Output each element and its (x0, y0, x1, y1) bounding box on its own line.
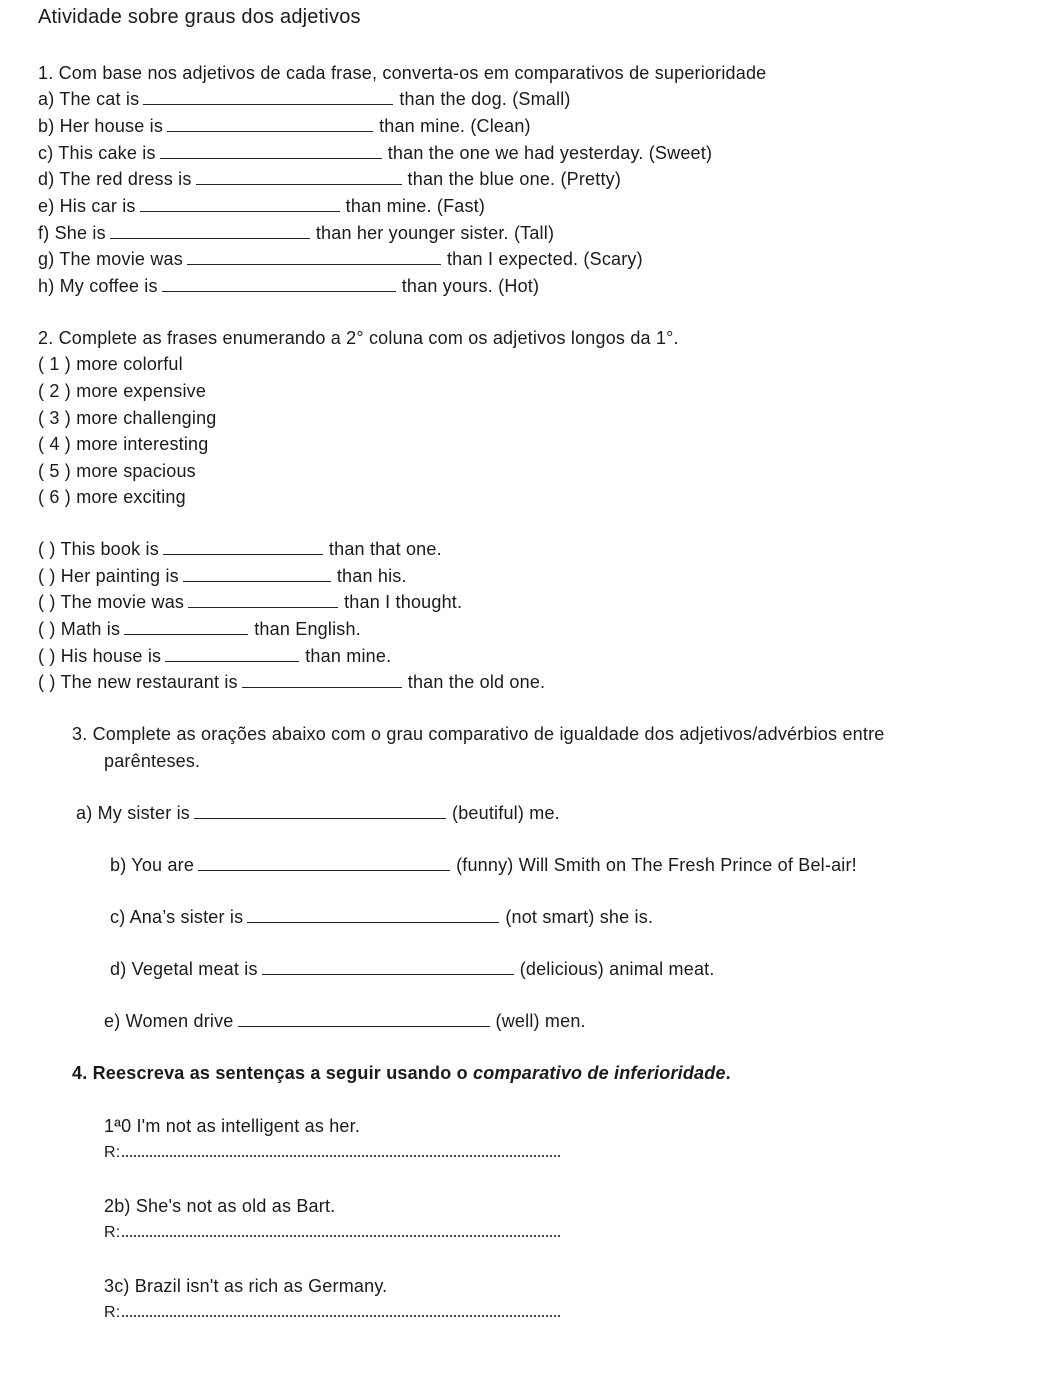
q1-item-a-post: than the dog. (Small) (399, 89, 571, 109)
q3-item-b-post: (funny) Will Smith on The Fresh Prince of Bel-air! (456, 855, 857, 875)
answer-label: R: (104, 1144, 121, 1161)
answer-blank[interactable] (162, 277, 396, 292)
q2-item-5 (38, 645, 391, 667)
answer-blank[interactable] (194, 804, 446, 819)
q1-item-e-pre: e) His car is (38, 196, 136, 216)
q2-option-3: ( 3 ) more challenging (38, 408, 217, 428)
answer-blank[interactable] (160, 144, 382, 159)
q3-item-b-pre: b) You are (110, 855, 195, 875)
q1-item-h-pre: h) My coffee is (38, 276, 158, 296)
q1-item-h (38, 275, 539, 297)
q3-item-e (104, 1010, 586, 1032)
answer-blank[interactable] (187, 250, 441, 265)
answer-blank[interactable] (163, 540, 323, 555)
q3-item-e-pre: e) Women drive (104, 1011, 234, 1031)
q4-answer-1 (104, 1142, 560, 1164)
q2-item-4 (38, 618, 361, 640)
answer-blank[interactable] (110, 224, 310, 239)
q2-item-1 (38, 538, 442, 560)
q2-item-5-post: than mine. (305, 646, 392, 666)
q4-sentence-1: 1ª0 I'm not as intelligent as her. (104, 1116, 361, 1136)
q1-item-e-post: than mine. (Fast) (345, 196, 486, 216)
q3-item-d-pre: d) Vegetal meat is (110, 959, 258, 979)
q3-item-a (76, 802, 560, 824)
q2-item-6-pre: ( ) The new restaurant is (38, 672, 238, 692)
q3-item-d-post: (delicious) animal meat. (519, 959, 715, 979)
q2-option-5: ( 5 ) more spacious (38, 461, 196, 481)
q3-item-e-post: (well) men. (495, 1011, 586, 1031)
answer-label: R: (104, 1304, 121, 1321)
q4-answer-2 (104, 1222, 560, 1244)
answer-blank[interactable] (247, 908, 499, 923)
q1-item-f-post: than her younger sister. (Tall) (315, 223, 555, 243)
q2-item-1-pre: ( ) This book is (38, 539, 159, 559)
answer-blank[interactable] (143, 90, 393, 105)
q2-heading: 2. Complete as frases enumerando a 2° coluna com os adjetivos longos da 1°. (38, 328, 679, 348)
q3-item-b (110, 854, 857, 876)
q1-item-d-pre: d) The red dress is (38, 169, 192, 189)
q1-item-f-pre: f) She is (38, 223, 106, 243)
answer-blank[interactable] (238, 1012, 490, 1027)
q1-item-g-pre: g) The movie was (38, 249, 183, 269)
q2-option-1: ( 1 ) more colorful (38, 354, 183, 374)
answer-blank[interactable] (188, 593, 338, 608)
q1-item-h-post: than yours. (Hot) (401, 276, 540, 296)
q3-item-c (110, 906, 653, 928)
answer-line[interactable] (122, 1303, 560, 1317)
q1-item-f (38, 222, 554, 244)
page-title: Atividade sobre graus dos adjetivos (38, 6, 361, 28)
q4-heading-text: 4. Reescreva as sentenças a seguir usando o (72, 1063, 473, 1083)
answer-blank[interactable] (140, 197, 340, 212)
q3-heading-cont: parênteses. (104, 751, 201, 771)
q1-item-a (38, 88, 571, 110)
q4-heading (72, 1062, 731, 1084)
q3-heading: 3. Complete as orações abaixo com o grau comparativo de igualdade dos adjetivos/advérbios entre (72, 724, 885, 744)
answer-label: R: (104, 1224, 121, 1241)
q3-item-c-post: (not smart) she is. (505, 907, 654, 927)
q1-item-b (38, 115, 531, 137)
q2-option-2: ( 2 ) more expensive (38, 381, 207, 401)
q1-item-g-post: than I expected. (Scary) (446, 249, 643, 269)
q2-item-2 (38, 565, 407, 587)
q2-item-3-post: than I thought. (344, 592, 463, 612)
q4-heading-emphasis: comparativo de inferioridade (473, 1063, 726, 1083)
q2-item-4-post: than English. (254, 619, 361, 639)
q3-item-a-post: (beutiful) me. (452, 803, 560, 823)
answer-blank[interactable] (124, 620, 248, 635)
q2-item-4-pre: ( ) Math is (38, 619, 121, 639)
q2-item-2-pre: ( ) Her painting is (38, 566, 179, 586)
q1-item-d-post: than the blue one. (Pretty) (407, 169, 622, 189)
answer-blank[interactable] (262, 960, 514, 975)
q2-item-6-post: than the old one. (407, 672, 546, 692)
answer-blank[interactable] (196, 170, 402, 185)
answer-blank[interactable] (165, 647, 299, 662)
q1-item-b-pre: b) Her house is (38, 116, 164, 136)
q1-heading: 1. Com base nos adjetivos de cada frase, converta-os em comparativos de superioridade (38, 63, 767, 83)
answer-blank[interactable] (198, 856, 450, 871)
q4-heading-end: . (725, 1063, 731, 1083)
q3-item-d (110, 958, 715, 980)
q2-option-6: ( 6 ) more exciting (38, 487, 186, 507)
q2-item-5-pre: ( ) His house is (38, 646, 162, 666)
q3-item-c-pre: c) Ana’s sister is (110, 907, 244, 927)
answer-line[interactable] (122, 1223, 560, 1237)
q3-item-a-pre: a) My sister is (76, 803, 191, 823)
q4-sentence-3: 3c) Brazil isn't as rich as Germany. (104, 1276, 388, 1296)
q1-item-c-post: than the one we had yesterday. (Sweet) (387, 143, 713, 163)
q2-item-2-post: than his. (336, 566, 407, 586)
answer-line[interactable] (122, 1143, 560, 1157)
q4-sentence-2: 2b) She's not as old as Bart. (104, 1196, 336, 1216)
q2-option-4: ( 4 ) more interesting (38, 434, 209, 454)
q1-item-g (38, 248, 643, 270)
q1-item-d (38, 168, 621, 190)
q1-item-a-pre: a) The cat is (38, 89, 140, 109)
q1-item-e (38, 195, 485, 217)
q2-item-6 (38, 671, 545, 693)
q1-item-c (38, 142, 712, 164)
q2-item-3-pre: ( ) The movie was (38, 592, 185, 612)
q4-answer-3 (104, 1302, 560, 1324)
q1-item-c-pre: c) This cake is (38, 143, 156, 163)
answer-blank[interactable] (242, 673, 402, 688)
answer-blank[interactable] (167, 117, 373, 132)
q1-item-b-post: than mine. (Clean) (379, 116, 531, 136)
q2-item-1-post: than that one. (328, 539, 442, 559)
answer-blank[interactable] (183, 567, 331, 582)
q2-item-3 (38, 591, 462, 613)
